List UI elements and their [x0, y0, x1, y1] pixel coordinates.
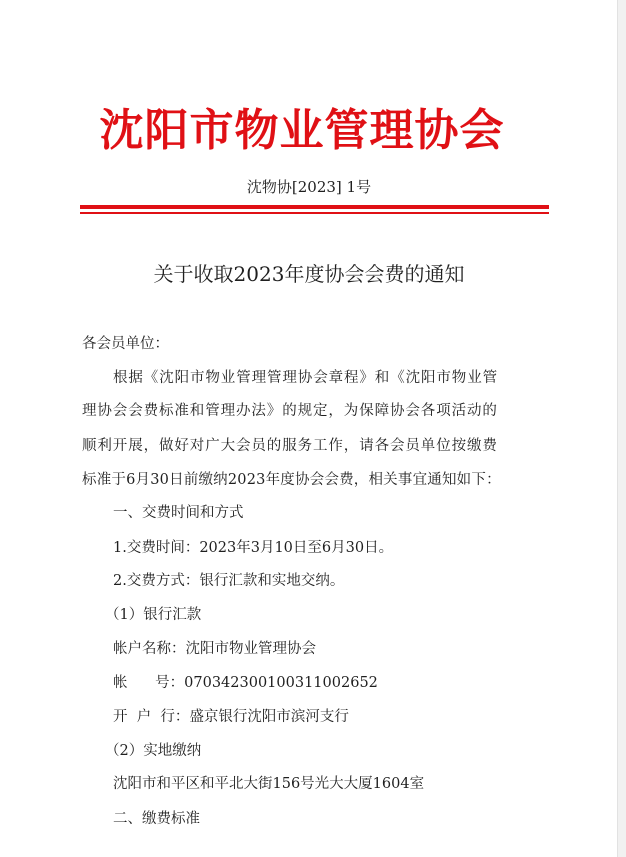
account-number-row: [113, 672, 378, 694]
bank-name: 盛京银行沈阳市滨河支行: [189, 709, 349, 725]
paragraph-line-1: [113, 367, 533, 389]
on-site-payment-subheading: （2）实地缴纳: [105, 743, 202, 759]
office-address: 沈阳市和平区和平北大街156号光大大厦1604室: [113, 776, 425, 792]
letterhead-rule-thin: [80, 212, 549, 214]
paragraph-line-2: 理协会会费标准和管理办法》的规定，为保障协会各项活动的: [82, 403, 498, 419]
notice-title: 关于收取2023年度协会会费的通知: [153, 262, 465, 286]
payment-method-item: 2.交费方式：银行汇款和实地交纳。: [113, 573, 345, 589]
payment-time-item: 1.交费时间：2023年3月10日至6月30日。: [113, 540, 394, 556]
section-2-heading: 二、缴费标准: [113, 811, 200, 827]
paragraph-line-1-text: 根据《沈阳市物业管理管理协会章程》和《沈阳市物业管: [113, 370, 498, 386]
paragraph-line-4: 标准于6月30日前缴纳2023年度协会会费，相关事宜通知如下：: [82, 472, 501, 488]
account-name: 帐户名称：沈阳市物业管理协会: [113, 641, 316, 657]
account-number-value: 07034230010031100265​2: [184, 675, 378, 691]
organization-letterhead: 沈阳市物业管理协会: [99, 105, 505, 156]
account-number-label: 帐 号：: [113, 675, 185, 691]
bank-row: [113, 706, 349, 728]
bank-transfer-subheading: （1）银行汇款: [105, 607, 202, 623]
salutation: 各会员单位：: [82, 336, 169, 352]
document-number: 沈物协[2023] 1号: [246, 178, 372, 196]
viewer-edge: [617, 0, 626, 857]
section-1-heading: 一、交费时间和方式: [113, 505, 244, 521]
paragraph-line-3: 顺利开展，做好对广大会员的服务工作，请各会员单位按缴费: [82, 438, 498, 454]
bank-label: 开 户 行：: [113, 709, 190, 725]
letterhead-rule-thick: [80, 205, 549, 209]
